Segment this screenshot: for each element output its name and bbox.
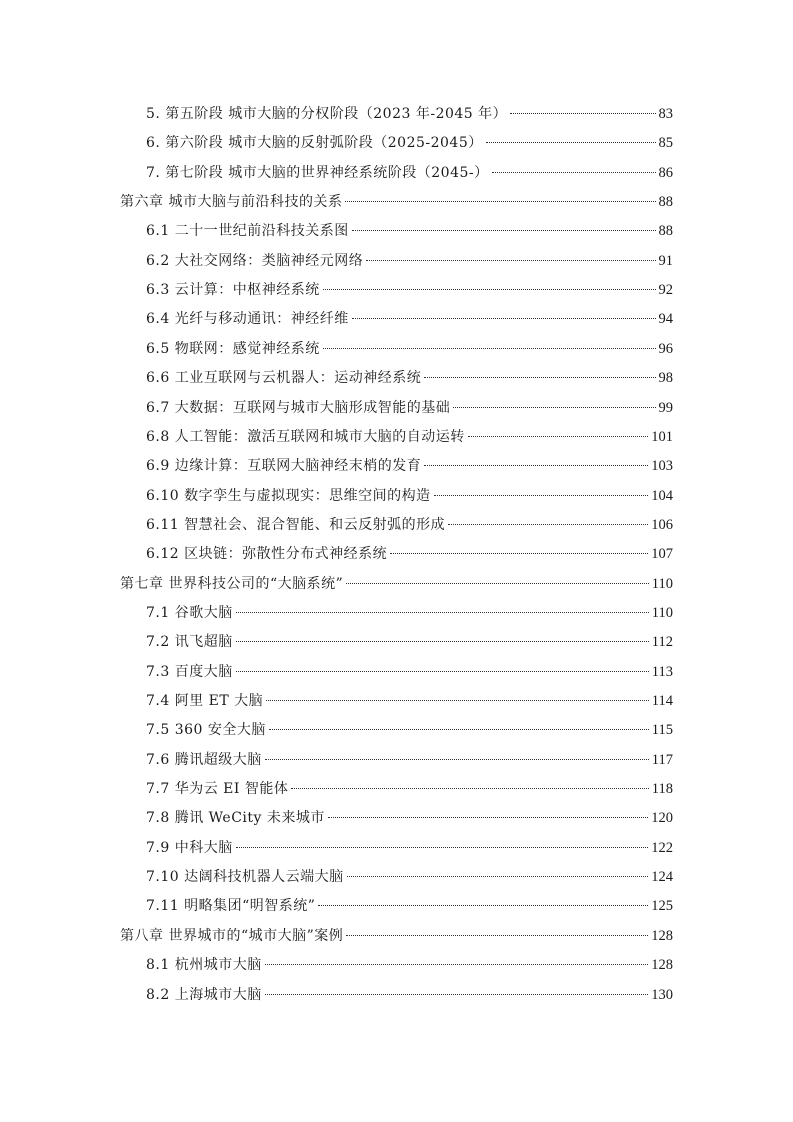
toc-section-entry[interactable] (146, 397, 673, 419)
toc-dot-leader (390, 553, 648, 554)
toc-entry-title: 7.2 讯飞超脑 (146, 634, 233, 651)
toc-page-number: 88 (658, 194, 673, 211)
toc-dot-leader (486, 142, 656, 143)
toc-dot-leader (347, 876, 649, 877)
toc-entry-title: 6.6 工业互联网与云机器人：运动神经系统 (146, 370, 422, 387)
toc-section-entry[interactable] (146, 279, 673, 301)
toc-dot-leader (236, 612, 649, 613)
toc-dot-leader (236, 847, 649, 848)
toc-page-number: 101 (651, 428, 673, 445)
toc-page-number: 106 (651, 516, 673, 533)
toc-dot-leader (492, 172, 656, 173)
toc-entry-title: 7.9 中科大脑 (146, 839, 233, 856)
toc-entry-title: 6. 第六阶段 城市大脑的反射弧阶段（2025-2045） (146, 135, 483, 152)
toc-chapter-entry[interactable] (120, 573, 673, 595)
toc-entry-title: 7.5 360 安全大脑 (146, 722, 266, 739)
toc-page-number: 115 (651, 722, 673, 739)
toc-section-entry[interactable] (146, 455, 673, 477)
toc-dot-leader (424, 465, 648, 466)
toc-dot-leader (266, 700, 649, 701)
toc-section-entry[interactable] (146, 778, 673, 800)
toc-entry-title: 7. 第七阶段 城市大脑的世界神经系统阶段（2045-） (146, 164, 489, 181)
toc-dot-leader (352, 230, 656, 231)
toc-section-entry[interactable] (146, 250, 673, 272)
toc-entry-title: 6.9 边缘计算：互联网大脑神经末梢的发育 (146, 458, 422, 475)
toc-entry-title: 7.3 百度大脑 (146, 663, 233, 680)
toc-dot-leader (468, 436, 649, 437)
toc-section-entry[interactable] (146, 631, 673, 653)
toc-page-number: 96 (658, 340, 673, 357)
toc-section-entry[interactable] (146, 426, 673, 448)
toc-dot-leader (328, 817, 648, 818)
toc-entry-title: 7.4 阿里 ET 大脑 (146, 693, 264, 709)
toc-page-number: 124 (651, 869, 673, 886)
toc-chapter-entry[interactable] (120, 191, 673, 213)
toc-chapter-entry[interactable] (120, 925, 673, 947)
toc-entry-title: 7.8 腾讯 WeCity 未来城市 (146, 810, 325, 827)
toc-section-entry[interactable] (146, 954, 673, 976)
toc-dot-leader (346, 583, 649, 584)
toc-page-number: 112 (651, 634, 673, 651)
toc-dot-leader (269, 729, 649, 730)
toc-section-entry[interactable] (146, 837, 673, 859)
toc-section-entry[interactable] (146, 984, 673, 1006)
toc-section-entry[interactable] (146, 895, 673, 917)
toc-dot-leader (323, 289, 656, 290)
toc-dot-leader (352, 318, 656, 319)
toc-section-entry[interactable] (146, 220, 673, 242)
toc-page-number: 104 (651, 487, 673, 504)
toc-section-entry[interactable] (146, 690, 673, 712)
toc-entry-title: 6.5 物联网：感觉神经系统 (146, 340, 320, 357)
toc-page-number: 113 (651, 663, 673, 680)
toc-dot-leader (424, 377, 655, 378)
toc-entry-title: 7.7 华为云 EI 智能体 (146, 781, 289, 798)
toc-page-number: 118 (651, 781, 673, 798)
toc-dot-leader (453, 407, 655, 408)
toc-section-entry[interactable] (146, 485, 673, 507)
toc-page-number: 110 (651, 575, 673, 592)
toc-page-number: 99 (658, 399, 673, 416)
toc-page-number: 130 (651, 986, 673, 1003)
toc-page-number: 98 (658, 370, 673, 387)
toc-entry-title: 8.2 上海城市大脑 (146, 986, 262, 1003)
toc-entry-title: 第六章 城市大脑与前沿科技的关系 (120, 194, 343, 211)
toc-entry-title: 5. 第五阶段 城市大脑的分权阶段（2023 年-2045 年） (146, 106, 508, 122)
toc-page-number: 91 (658, 252, 673, 269)
toc-page-number: 107 (651, 546, 673, 563)
toc-entry-title: 第八章 世界城市的“城市大脑”案例 (120, 927, 344, 944)
toc-dot-leader (265, 964, 649, 965)
toc-section-entry[interactable] (146, 162, 673, 184)
toc-entry-title: 6.7 大数据：互联网与城市大脑形成智能的基础 (146, 399, 451, 416)
toc-entry-title: 6.2 大社交网络：类脑神经元网络 (146, 252, 364, 269)
toc-entry-title: 7.6 腾讯超级大脑 (146, 751, 262, 768)
toc-section-entry[interactable] (146, 602, 673, 624)
toc-page-number: 86 (658, 164, 673, 181)
toc-dot-leader (346, 935, 648, 936)
toc-page-number: 110 (651, 604, 673, 621)
toc-entry-title: 6.12 区块链：弥散性分布式神经系统 (146, 546, 388, 563)
toc-page-number: 122 (651, 839, 673, 856)
toc-dot-leader (323, 348, 656, 349)
toc-entry-title: 6.4 光纤与移动通讯：神经纤维 (146, 311, 349, 328)
toc-page-number: 103 (651, 458, 673, 475)
toc-section-entry[interactable] (146, 661, 673, 683)
toc-page-number: 125 (651, 898, 673, 915)
toc-section-entry[interactable] (146, 514, 673, 536)
toc-dot-leader (366, 260, 655, 261)
toc-section-entry[interactable] (146, 807, 673, 829)
toc-page-number: 94 (658, 311, 673, 328)
toc-page-number: 120 (651, 810, 673, 827)
toc-entry-title: 6.11 智慧社会、混合智能、和云反射弧的形成 (146, 516, 446, 533)
toc-dot-leader (265, 759, 649, 760)
toc-page-number: 88 (658, 223, 673, 240)
toc-dot-leader (265, 994, 649, 995)
toc-page-number: 117 (651, 751, 673, 768)
toc-page-number: 85 (658, 135, 673, 152)
toc-dot-leader (448, 524, 648, 525)
toc-page-number: 128 (651, 957, 673, 974)
toc-entry-title: 6.1 二十一世纪前沿科技关系图 (146, 223, 349, 240)
toc-dot-leader (345, 201, 655, 202)
toc-entry-title: 6.10 数字孪生与虚拟现实：思维空间的构造 (146, 487, 431, 504)
toc-page-number: 83 (658, 106, 673, 122)
toc-page-number: 114 (651, 693, 673, 709)
toc-entry-title: 8.1 杭州城市大脑 (146, 957, 262, 974)
toc-section-entry[interactable] (146, 338, 673, 360)
toc-section-entry[interactable] (146, 543, 673, 565)
toc-entry-title: 6.8 人工智能：激活互联网和城市大脑的自动运转 (146, 428, 465, 445)
toc-section-entry[interactable] (146, 132, 673, 154)
toc-dot-leader (510, 113, 655, 114)
toc-entry-title: 7.11 明略集团“明智系统” (146, 898, 316, 915)
toc-dot-leader (318, 905, 648, 906)
toc-section-entry[interactable] (146, 719, 673, 741)
toc-section-entry[interactable] (146, 866, 673, 888)
toc-entry-title: 6.3 云计算：中枢神经系统 (146, 282, 320, 299)
toc-dot-leader (291, 788, 648, 789)
toc-section-entry[interactable] (146, 308, 673, 330)
toc-entry-title: 7.1 谷歌大脑 (146, 604, 233, 621)
toc-section-entry[interactable] (146, 367, 673, 389)
toc-section-entry[interactable] (146, 103, 673, 125)
toc-page-number: 128 (651, 927, 673, 944)
toc-entry-title: 第七章 世界科技公司的“大脑系统” (120, 575, 344, 592)
toc-section-entry[interactable] (146, 749, 673, 771)
toc-page-number: 92 (658, 282, 673, 299)
toc-entry-title: 7.10 达阔科技机器人云端大脑 (146, 869, 344, 886)
toc-dot-leader (236, 671, 649, 672)
toc-dot-leader (434, 495, 649, 496)
toc-dot-leader (236, 641, 649, 642)
